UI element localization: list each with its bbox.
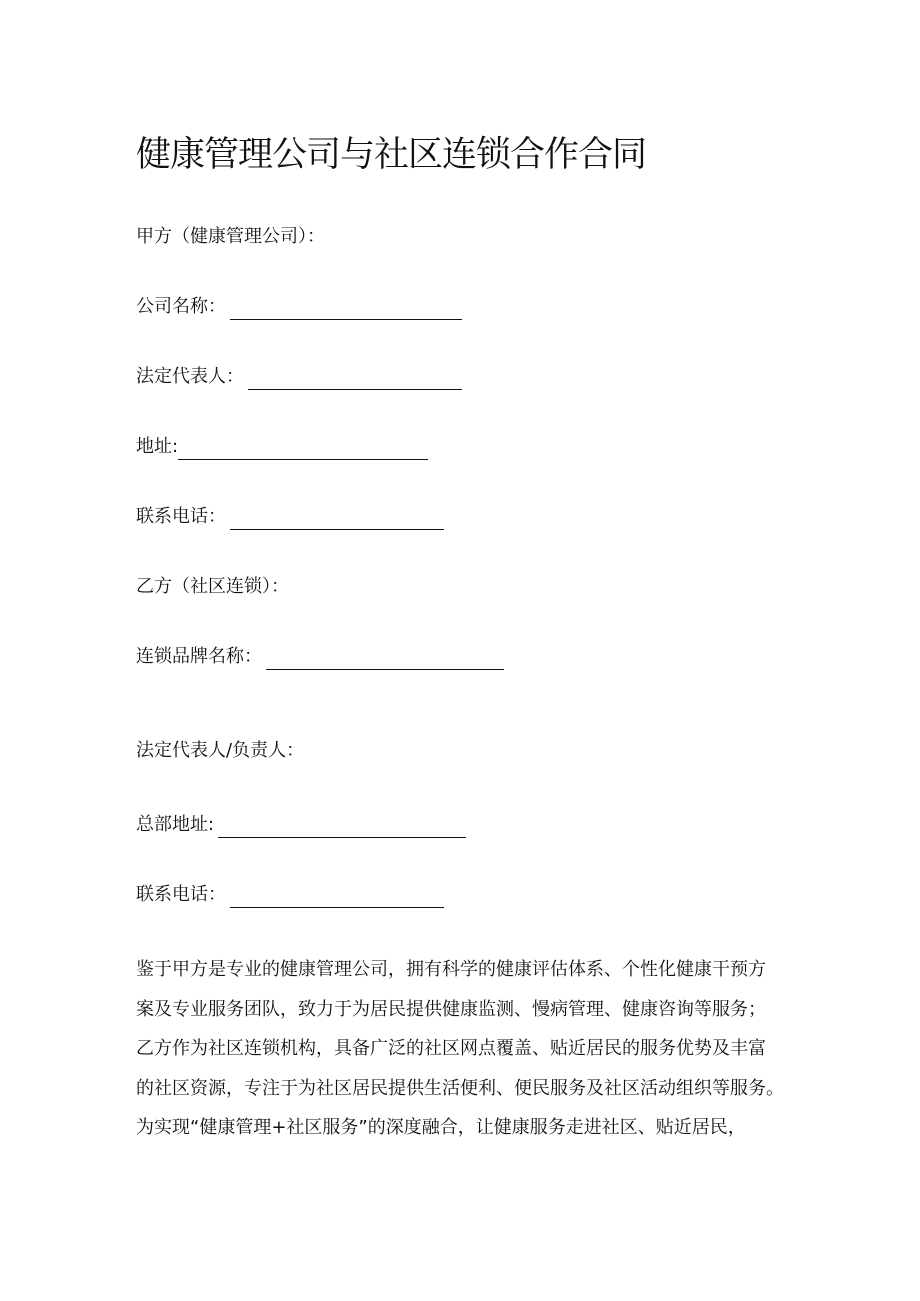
party-a-company-name-row [136,294,462,320]
preamble-line: 鉴于甲方是专业的健康管理公司，拥有科学的健康评估体系、个性化健康干预方 [136,959,766,980]
preamble-line: 的社区资源，专注于为社区居民提供生活便利、便民服务及社区活动组织等服务。 [136,1077,784,1099]
party-b-hq-address-row [136,812,466,838]
party-a-heading-text: 甲方（健康管理公司）： [136,226,325,247]
party-b-legal-rep-row [136,738,304,764]
contract-title: 健康管理公司与社区连锁合作合同 [136,135,647,175]
legal-rep-label: 法定代表人： [136,366,244,387]
company-name-blank [230,299,462,320]
party-a-phone-row [136,504,444,530]
phone-label: 联系电话： [136,506,226,527]
address-blank [178,439,428,460]
brand-name-blank [266,649,504,670]
party-a-legal-rep-row [136,364,462,390]
company-name-label: 公司名称： [136,296,226,317]
party-b-legal-rep-label: 法定代表人/负责人： [136,740,305,761]
hq-address-label: 总部地址: [136,814,215,835]
preamble-paragraph [136,950,786,1148]
party-b-phone-label: 联系电话： [136,884,226,905]
hq-address-blank [218,817,466,838]
party-b-brand-name-row [136,644,504,670]
preamble-line: 案及专业服务团队，致力于为居民提供健康监测、慢病管理、健康咨询等服务； [136,998,766,1020]
preamble-line: 为实现“健康管理+社区服务”的深度融合，让健康服务走进社区、贴近居民， [136,1117,746,1139]
party-b-phone-row [136,882,444,908]
phone-blank [230,509,444,530]
brand-name-label: 连锁品牌名称： [136,646,262,667]
address-label: 地址: [136,436,179,457]
party-b-phone-blank [230,887,444,908]
party-a-address-row [136,434,428,460]
legal-rep-blank [248,369,462,390]
party-b-heading [136,574,289,600]
party-b-heading-text: 乙方（社区连锁）： [136,576,289,597]
preamble-line: 乙方作为社区连锁机构，具备广泛的社区网点覆盖、贴近居民的服务优势及丰富 [136,1038,766,1060]
party-a-heading [136,224,325,250]
